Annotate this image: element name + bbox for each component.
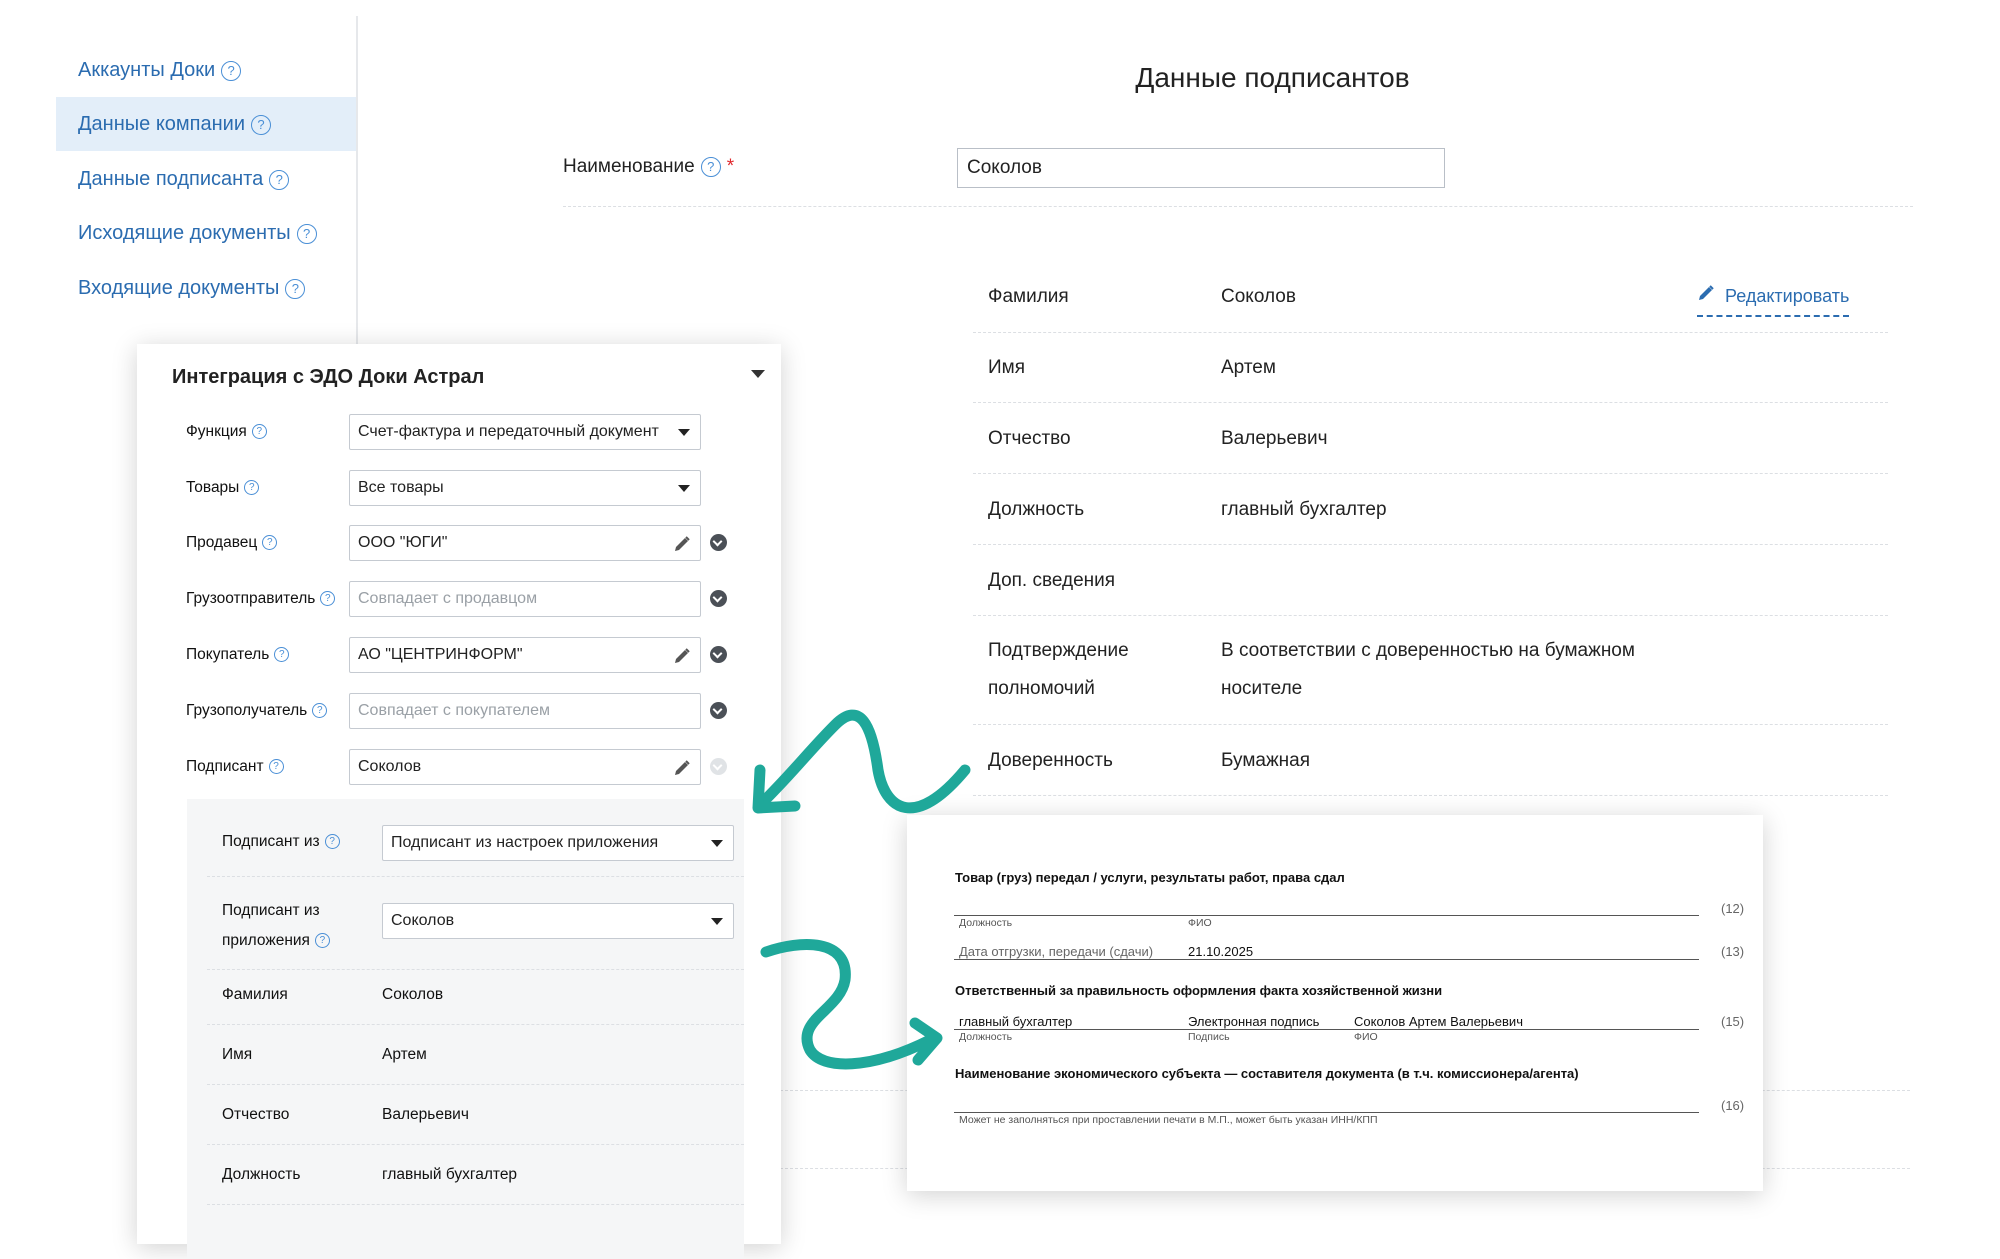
app-signer-select[interactable]: Соколов	[382, 903, 734, 939]
expand-signer-icon	[710, 758, 727, 775]
divider	[973, 544, 1888, 545]
row-label: Фамилия	[988, 286, 1069, 307]
help-icon[interactable]: ?	[269, 170, 289, 190]
doc-footnote: Может не заполняться при проставлении печати в М.П., может быть указан ИНН/КПП	[959, 1114, 1378, 1126]
dropdown-caret-icon	[711, 918, 723, 925]
doc-sublabel: Подпись	[1188, 1031, 1230, 1043]
doc-value: Электронная подпись	[1188, 1014, 1320, 1029]
row-label: Должность	[988, 499, 1085, 520]
integration-panel	[137, 344, 781, 1244]
help-icon[interactable]: ?	[269, 759, 284, 774]
doc-sublabel: Должность	[959, 917, 1013, 929]
help-icon[interactable]: ?	[244, 480, 259, 495]
sidebar-item-company-data[interactable]	[56, 97, 356, 151]
doc-line	[954, 1112, 1699, 1113]
doc-label: Дата отгрузки, передачи (сдачи)	[959, 944, 1154, 959]
row-value: Валерьевич	[1221, 428, 1328, 449]
row-label: Доверенность	[988, 750, 1113, 771]
panel-title: Интеграция с ЭДО Доки Астрал	[172, 366, 485, 388]
expand-seller-icon[interactable]	[710, 534, 727, 551]
help-icon[interactable]: ?	[285, 279, 305, 299]
divider	[973, 724, 1888, 725]
field-label-function: Функция ?	[186, 423, 267, 441]
divider	[973, 332, 1888, 333]
doc-line	[954, 1029, 1699, 1030]
row-label: Фамилия	[222, 986, 288, 1003]
row-label: Доп. сведения	[988, 570, 1116, 591]
doc-line	[954, 915, 1699, 916]
divider	[973, 795, 1888, 796]
dropdown-caret-icon	[678, 429, 690, 436]
seller-field[interactable]: ООО "ЮГИ"	[349, 525, 701, 561]
help-icon[interactable]: ?	[297, 224, 317, 244]
help-icon[interactable]: ?	[221, 61, 241, 81]
row-value: В соответствии с доверенностью на бумажном носителе	[1221, 640, 1635, 699]
buyer-field[interactable]: АО "ЦЕНТРИНФОРМ"	[349, 637, 701, 673]
doc-value: Соколов Артем Валерьевич	[1354, 1014, 1523, 1029]
pencil-icon[interactable]	[672, 533, 692, 553]
doc-number: (15)	[1721, 1014, 1745, 1029]
row-label: Должность	[222, 1166, 301, 1183]
signer-details-block	[187, 799, 744, 1259]
name-label: Наименование ? *	[563, 156, 735, 177]
divider	[207, 1144, 744, 1145]
sidebar-item-label: Исходящие документы	[78, 222, 291, 244]
expand-consignee-icon[interactable]	[710, 702, 727, 719]
help-icon[interactable]: ?	[274, 647, 289, 662]
help-icon[interactable]: ?	[701, 157, 721, 177]
divider	[973, 473, 1888, 474]
row-label: Подтверждение полномочий	[988, 640, 1129, 699]
divider	[207, 969, 744, 970]
document-preview	[907, 815, 1763, 1191]
signer-source-select[interactable]: Подписант из настроек приложения	[382, 825, 734, 861]
expand-consignor-icon[interactable]	[710, 590, 727, 607]
app-signer-label: Подписант из приложения ?	[222, 896, 330, 956]
divider	[207, 1084, 744, 1085]
row-value: главный бухгалтер	[382, 1166, 518, 1183]
field-label-buyer: Покупатель ?	[186, 646, 289, 664]
pencil-icon[interactable]	[672, 645, 692, 665]
dropdown-caret-icon	[711, 840, 723, 847]
row-value: Соколов	[382, 986, 444, 1003]
page-title: Данные подписантов	[1135, 62, 1410, 93]
consignee-input[interactable]: Совпадает с покупателем	[349, 693, 701, 729]
help-icon[interactable]: ?	[262, 535, 277, 550]
field-label-consignor: Грузоотправитель ?	[186, 590, 335, 608]
sidebar-item-label: Аккаунты Доки	[78, 59, 216, 81]
sidebar-item-signer-data[interactable]	[56, 152, 356, 206]
field-label-consignee: Грузополучатель ?	[186, 702, 327, 720]
pencil-icon[interactable]	[672, 757, 692, 777]
signer-source-label: Подписант из ?	[222, 833, 340, 851]
row-label: Отчество	[222, 1106, 290, 1123]
doc-sublabel: ФИО	[1354, 1031, 1378, 1043]
doc-value: главный бухгалтер	[959, 1014, 1073, 1029]
name-input[interactable]: Соколов	[957, 148, 1445, 188]
row-value: Валерьевич	[382, 1106, 469, 1123]
signer-field[interactable]: Соколов	[349, 749, 701, 785]
sidebar-item-label: Данные компании	[78, 113, 246, 135]
row-value: главный бухгалтер	[1221, 499, 1387, 520]
function-select[interactable]: Счет-фактура и передаточный документ	[349, 414, 701, 450]
doc-sublabel: Должность	[959, 1031, 1013, 1043]
row-value: Артем	[382, 1046, 427, 1063]
help-icon[interactable]: ?	[320, 591, 335, 606]
divider	[207, 876, 744, 877]
required-mark: *	[726, 156, 735, 177]
field-label-seller: Продавец ?	[186, 534, 277, 552]
doc-heading: Ответственный за правильность оформления факта хозяйственной жизни	[955, 983, 1443, 998]
sidebar-item-outgoing-docs[interactable]	[56, 206, 356, 260]
row-value: Бумажная	[1221, 750, 1311, 771]
row-label: Имя	[988, 357, 1026, 378]
pencil-icon	[1697, 284, 1715, 307]
field-label-goods: Товары ?	[186, 479, 259, 497]
doc-heading: Товар (груз) передал / услуги, результаты работ, права сдал	[955, 870, 1345, 885]
sidebar-item-label: Данные подписанта	[78, 168, 264, 190]
doc-number: (16)	[1721, 1098, 1745, 1113]
doc-sublabel: ФИО	[1188, 917, 1212, 929]
consignor-input[interactable]: Совпадает с продавцом	[349, 581, 701, 617]
doc-number: (12)	[1721, 901, 1745, 916]
divider	[973, 402, 1888, 403]
row-label: Отчество	[988, 428, 1071, 449]
edit-link[interactable]: Редактировать	[1697, 284, 1849, 317]
divider	[207, 1204, 744, 1205]
field-label-signer: Подписант ?	[186, 758, 284, 776]
help-icon[interactable]: ?	[251, 115, 271, 135]
help-icon[interactable]: ?	[325, 834, 340, 849]
doc-number: (13)	[1721, 944, 1745, 959]
sidebar-item-label: Входящие документы	[78, 277, 280, 299]
divider	[973, 615, 1888, 616]
dropdown-caret-icon	[678, 485, 690, 492]
doc-line	[954, 959, 1699, 960]
row-label: Имя	[222, 1046, 253, 1063]
help-icon[interactable]: ?	[312, 703, 327, 718]
divider	[563, 206, 1913, 207]
row-value: Артем	[1221, 357, 1276, 378]
chevron-down-icon[interactable]	[751, 370, 765, 378]
divider	[207, 1024, 744, 1025]
expand-buyer-icon[interactable]	[710, 646, 727, 663]
sidebar-item-incoming-docs[interactable]	[56, 261, 356, 315]
help-icon[interactable]: ?	[252, 424, 267, 439]
goods-select[interactable]: Все товары	[349, 470, 701, 506]
doc-value: 21.10.2025	[1188, 944, 1254, 959]
row-value: Соколов	[1221, 286, 1296, 307]
help-icon[interactable]: ?	[315, 933, 330, 948]
doc-heading: Наименование экономического субъекта — составителя документа (в т.ч. комиссионера/агента)	[955, 1066, 1579, 1081]
